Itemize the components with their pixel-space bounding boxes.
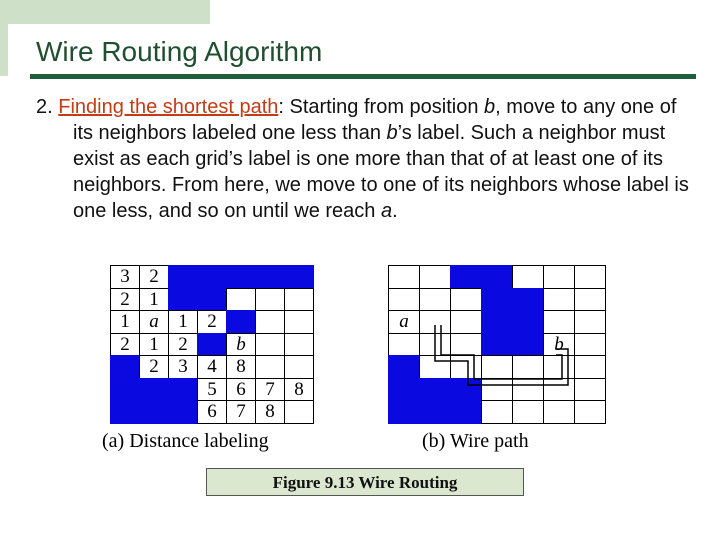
corner-accent (0, 0, 210, 24)
grid-a-cell: 4 (197, 355, 227, 379)
grid-a-cell (168, 288, 198, 312)
wire-path-line (388, 265, 608, 445)
grid-a-cell: 5 (197, 378, 227, 402)
grid-a-cell (168, 265, 198, 289)
body-text-2: , move to any one of its neighbors labeled one less than (73, 96, 677, 144)
grid-a-cell: 1 (139, 288, 169, 312)
grid-a-cell: 6 (197, 400, 227, 424)
body-text-4: . (392, 200, 398, 222)
position-b-2: b (386, 122, 398, 144)
grid-a-cell (226, 333, 256, 357)
grid-a-cell (284, 288, 314, 312)
left-accent-bar (0, 0, 8, 76)
grid-a-cell: 2 (139, 355, 169, 379)
grid-a-cell (139, 400, 169, 424)
grid-a-cell: 1 (168, 310, 198, 334)
grid-a-cell (226, 310, 256, 334)
grid-a-cell (197, 288, 227, 312)
cell-label: a (149, 311, 159, 332)
grid-a-cell (168, 400, 198, 424)
grid-a-cell (255, 355, 285, 379)
grid-a-cell (197, 333, 227, 357)
grid-a-cell (110, 378, 140, 402)
grid-a-cell (139, 378, 169, 402)
grid-a-cell (197, 265, 227, 289)
grid-a-cell: 6 (226, 378, 256, 402)
grid-a-cell (255, 310, 285, 334)
cell-label: b (236, 333, 246, 355)
position-b: b (484, 96, 496, 118)
grid-a-cell (255, 265, 285, 289)
grid-a-cell: 7 (255, 378, 285, 402)
grid-a-cell (284, 265, 314, 289)
step-number: 2. (36, 96, 59, 118)
grid-a-cell: 3 (168, 355, 198, 379)
grid-a-cell: 2 (110, 333, 140, 357)
grid-a-cell: 2 (110, 288, 140, 312)
slide-title: Wire Routing Algorithm (36, 36, 323, 67)
grid-a-cell (284, 310, 314, 334)
grid-a-cell: 8 (284, 378, 314, 402)
cell-label: b (554, 333, 564, 355)
grid-a-cell: 8 (255, 400, 285, 424)
grid-a-cell: 7 (226, 400, 256, 424)
position-a: a (380, 200, 393, 222)
grid-a-cell: 1 (139, 333, 169, 357)
grid-a-cell (226, 265, 256, 289)
grid-a-cell (255, 288, 285, 312)
grid-a-cell: 2 (197, 310, 227, 334)
grid-a-cell (139, 310, 169, 334)
grid-a-cell: 2 (168, 333, 198, 357)
grid-a-cell (110, 355, 140, 379)
grid-a-cell: 3 (110, 265, 140, 289)
caption-wire-path: (b) Wire path (422, 430, 529, 452)
grid-a-cell (110, 400, 140, 424)
body-text-1: : Starting from position (278, 96, 485, 118)
grid-a-cell (284, 333, 314, 357)
grid-a-cell (284, 355, 314, 379)
shortest-path-link[interactable]: Finding the shortest path (58, 96, 279, 118)
body-text-3: ’s label. Such a neighbor must exist as each grid’s label is one more than that of at least one of its neighbors. From here, we move to one of its neighbors whose label is one less, and so on until we reach (73, 122, 689, 222)
grid-a-cell (226, 288, 256, 312)
grid-a-cell: 8 (226, 355, 256, 379)
cell-label: a (399, 311, 409, 332)
grid-a-cell (255, 333, 285, 357)
grid-a-cell (284, 400, 314, 424)
grid-a-cell: 1 (110, 310, 140, 334)
title-underline (30, 74, 696, 79)
body-paragraph (36, 94, 696, 224)
grid-a-cell (168, 378, 198, 402)
caption-distance-labeling: (a) Distance labeling (102, 430, 269, 452)
grid-a-cell: 2 (139, 265, 169, 289)
figure-label: Figure 9.13 Wire Routing (206, 468, 524, 496)
